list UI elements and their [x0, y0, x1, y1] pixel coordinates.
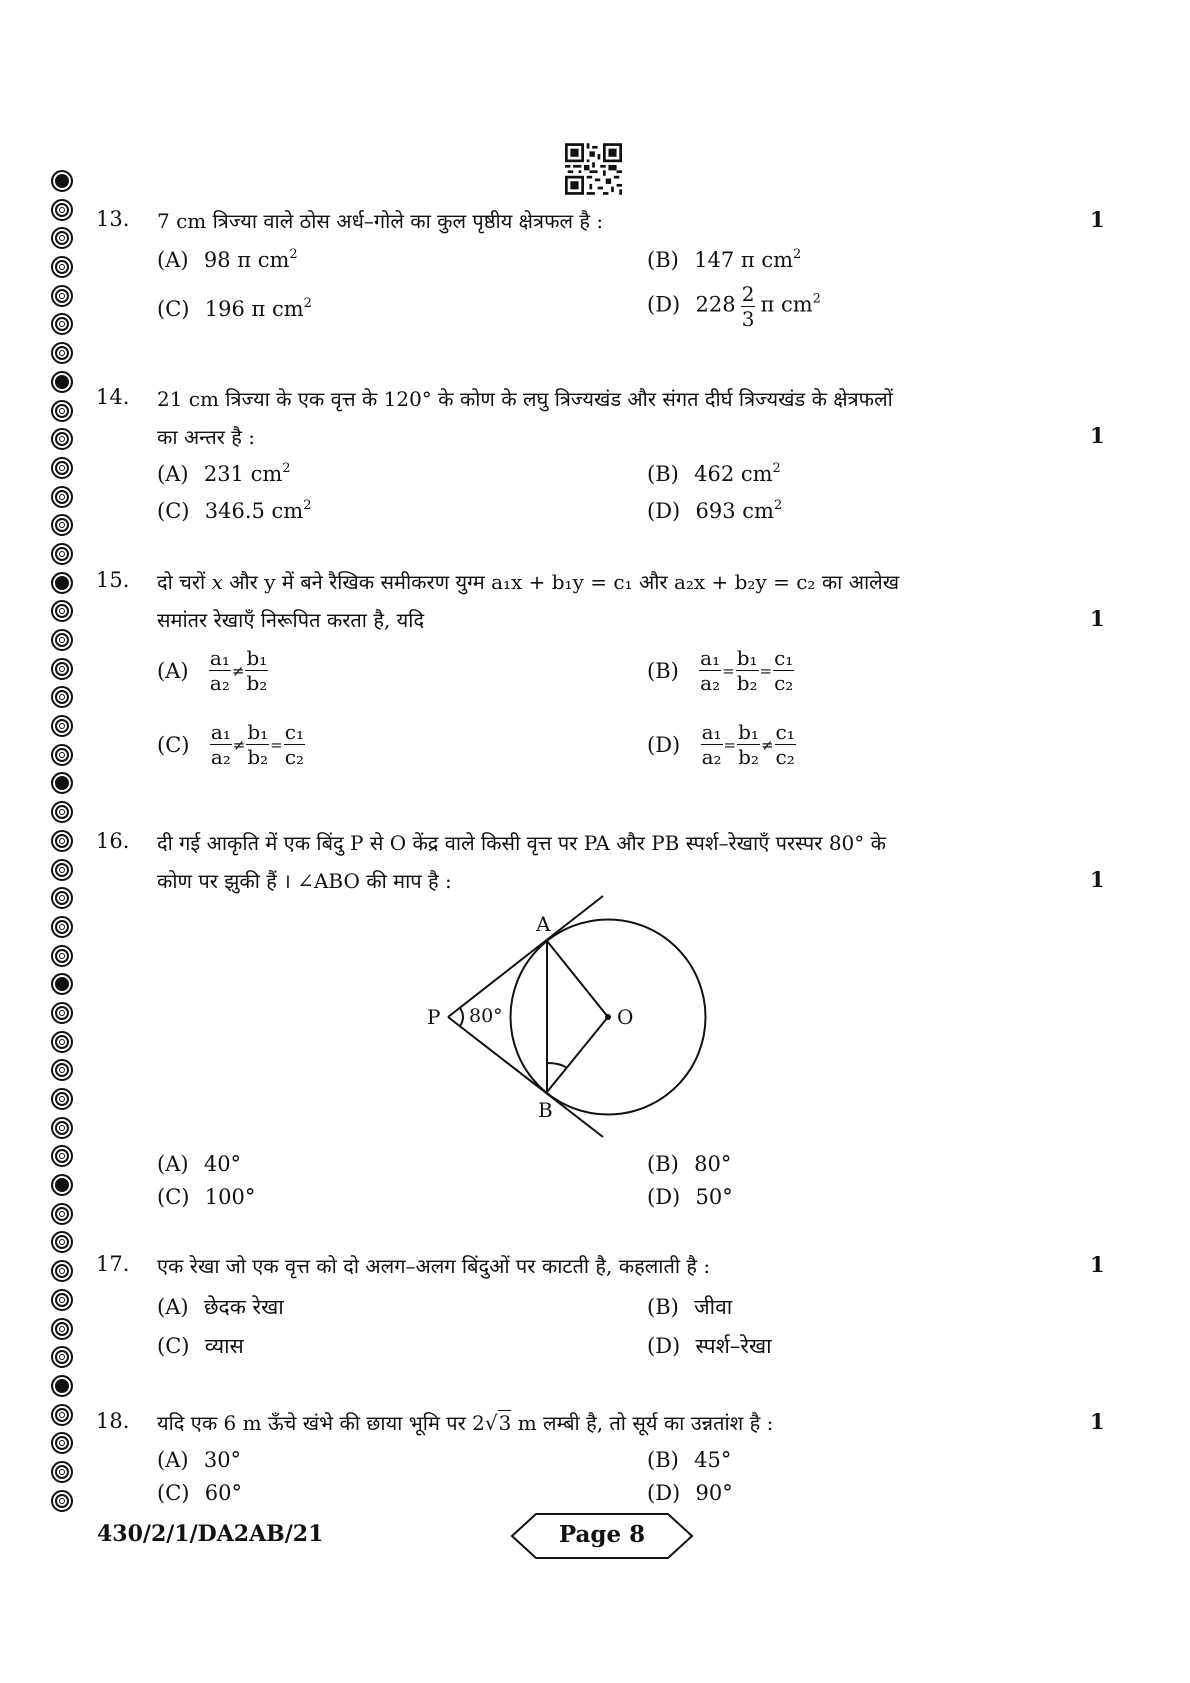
question-16-option-a[interactable]	[157, 1152, 241, 1176]
option-value: छेदक रेखा	[203, 1295, 284, 1319]
radius-oa	[547, 941, 608, 1017]
page-number-badge	[510, 1512, 694, 1560]
question-16-option-d[interactable]	[647, 1185, 733, 1209]
radius-ob	[547, 1017, 608, 1092]
option-exponent: 2	[812, 291, 821, 307]
question-13-number: 13.	[96, 207, 130, 231]
option-label: (C)	[157, 1334, 190, 1358]
option-label: (A)	[157, 462, 189, 486]
question-14-text-line1: 21 cm त्रिज्या के एक वृत्त के 120° के कोण के लघु त्रिज्यखंड और संगत दीर्घ त्रिज्यखंड के क्षेत्रफलों	[157, 387, 893, 411]
option-label: (A)	[157, 1152, 189, 1176]
tangent-line-pa	[448, 896, 603, 1017]
figure-label-b: B	[538, 1098, 553, 1122]
sqrt-argument: 3	[498, 1411, 512, 1435]
option-exponent: 2	[793, 247, 802, 262]
paper-code: 430/2/1/DA2AB/21	[97, 1521, 324, 1547]
option-value: 231 cm	[203, 462, 283, 486]
option-value: स्पर्श–रेखा	[695, 1334, 772, 1358]
question-18-option-c[interactable]	[157, 1481, 242, 1505]
option-label: (D)	[647, 733, 681, 757]
fraction-b1-b2: $\frac{\text{b₁}}{\text{b₂}}$	[246, 646, 268, 695]
question-18-option-b[interactable]	[647, 1448, 731, 1472]
option-label: (D)	[647, 1334, 681, 1358]
option-label: (D)	[647, 499, 681, 523]
figure-angle-label: 80°	[469, 1005, 503, 1027]
option-label: (C)	[157, 1185, 190, 1209]
question-18-number: 18.	[96, 1409, 130, 1433]
question-15-option-c[interactable]: (C) $\frac{\text{a₁}}{\text{a₂}}$ ≠ $\frac{\text{b₁}}{\text{b₂}}$ = $\frac{\text{c₁}}{\text{c₂}}$	[157, 720, 304, 769]
angle-arc-b	[547, 1063, 567, 1068]
option-value: 45°	[694, 1448, 732, 1472]
option-label: (D)	[647, 1185, 681, 1209]
option-value: जीवा	[694, 1295, 733, 1319]
question-18-option-a[interactable]	[157, 1448, 241, 1472]
question-17-marks: 1	[1090, 1252, 1105, 1277]
option-value-rest: π cm	[760, 292, 813, 317]
question-16-option-b[interactable]	[647, 1152, 731, 1176]
option-value: 40°	[203, 1152, 242, 1176]
option-value: 147 π cm	[694, 248, 794, 272]
option-label: (D)	[647, 292, 681, 317]
center-point-o	[605, 1014, 611, 1020]
question-16-text-line1: दी गई आकृति में एक बिंदु P से O केंद्र वाले किसी वृत्त पर PA और PB स्पर्श–रेखाएँ परस्पर 80° के	[157, 831, 886, 855]
option-label: (A)	[157, 659, 189, 683]
option-label: (D)	[647, 1481, 681, 1505]
question-14-number: 14.	[96, 385, 130, 409]
equation-2: a₂x + b₂y = c₂	[673, 570, 816, 594]
question-18-marks: 1	[1090, 1409, 1105, 1434]
option-value: व्यास	[204, 1334, 244, 1358]
option-value: 462 cm	[694, 462, 773, 486]
option-label: (C)	[157, 297, 190, 321]
question-13-marks: 1	[1090, 207, 1105, 232]
option-label: (B)	[647, 248, 679, 272]
option-value: 196 π cm	[204, 297, 304, 321]
question-15-marks: 1	[1090, 606, 1105, 631]
option-value: 90°	[695, 1481, 733, 1505]
option-label: (B)	[647, 1295, 679, 1319]
question-16-number: 16.	[96, 829, 130, 853]
option-label: (B)	[647, 659, 679, 683]
option-label: (C)	[157, 1481, 190, 1505]
question-18-text: यदि एक 6 m ऊँचे खंभे की छाया भूमि पर 2√3 m लम्बी है, तो सूर्य का उन्नतांश है :	[157, 1411, 774, 1435]
option-label: (C)	[157, 733, 190, 757]
question-15-option-a[interactable]: (A) $\frac{\text{a₁}}{\text{a₂}}$ ≠ $\frac{\text{b₁}}{\text{b₂}}$	[157, 646, 268, 695]
question-15-option-d[interactable]: (D) $\frac{\text{a₁}}{\text{a₂}}$ = $\frac{\text{b₁}}{\text{b₂}}$ ≠ $\frac{\text{c₁}}{\text{c₂}}$	[647, 720, 795, 769]
option-value: 98 π cm	[203, 248, 290, 272]
option-label: (B)	[647, 1152, 679, 1176]
question-15-text-line2: समांतर रेखाएँ निरूपित करता है, यदि	[157, 608, 425, 632]
question-17-number: 17.	[96, 1252, 130, 1276]
option-exponent: 2	[772, 461, 781, 476]
option-value: 693 cm	[695, 499, 774, 523]
option-value-whole: 228	[695, 292, 736, 317]
question-15-number: 15.	[96, 568, 130, 592]
angle-arc-p	[460, 1008, 463, 1026]
equation-1: a₁x + b₁y = c₁	[491, 570, 633, 594]
option-exponent: 2	[773, 498, 783, 513]
option-exponent: 2	[303, 296, 312, 311]
option-exponent: 2	[289, 247, 298, 262]
tangent-line-pb	[448, 1017, 603, 1137]
question-17-text: एक रेखा जो एक वृत्त को दो अलग–अलग बिंदुओं पर काटती है, कहलाती है :	[157, 1254, 711, 1278]
option-exponent: 2	[303, 498, 312, 513]
option-value: 100°	[204, 1185, 256, 1209]
option-label: (A)	[157, 1295, 189, 1319]
question-13-text: 7 cm त्रिज्या वाले ठोस अर्ध–गोले का कुल पृष्ठीय क्षेत्रफल है :	[157, 209, 604, 233]
fraction-a1-a2: $\frac{\text{a₁}}{\text{a₂}}$	[209, 646, 230, 695]
figure-label-o: O	[617, 1005, 634, 1029]
page-number-label: Page 8	[558, 1521, 646, 1548]
option-value: 60°	[204, 1481, 242, 1505]
option-value: 80°	[694, 1152, 732, 1176]
question-14-text-line2: का अन्तर है :	[157, 425, 255, 449]
question-14-marks: 1	[1090, 423, 1105, 448]
fraction: $\frac{2}{3}$	[741, 282, 755, 331]
option-value: 30°	[203, 1448, 242, 1472]
question-15-option-b[interactable]: (B) $\frac{\text{a₁}}{\text{a₂}}$ = $\frac{\text{b₁}}{\text{b₂}}$ = $\frac{\text{c₁}}{\text{c₂}}$	[647, 646, 794, 695]
question-17-option-c[interactable]	[157, 1332, 244, 1360]
question-16-text-line2: कोण पर झुकी हैं । ∠ABO की माप है :	[157, 869, 452, 893]
option-label: (B)	[647, 462, 679, 486]
option-value: 346.5 cm	[204, 499, 304, 523]
option-label: (A)	[157, 248, 189, 272]
question-17-option-a[interactable]	[157, 1293, 284, 1321]
option-value: 50°	[695, 1185, 733, 1209]
option-label: (C)	[157, 499, 190, 523]
figure-label-a: A	[536, 912, 551, 936]
option-exponent: 2	[282, 461, 291, 476]
question-17-option-d[interactable]	[647, 1332, 772, 1360]
question-17-option-b[interactable]	[647, 1293, 732, 1321]
option-label: (B)	[647, 1448, 679, 1472]
option-label: (A)	[157, 1448, 189, 1472]
question-16-marks: 1	[1090, 867, 1105, 892]
question-16-option-c[interactable]	[157, 1185, 255, 1209]
figure-label-p: P	[427, 1005, 441, 1029]
question-18-option-d[interactable]	[647, 1481, 733, 1505]
question-15-text-line1: दो चरों x और y में बने रैखिक समीकरण युग्म a₁x + b₁y = c₁ और a₂x + b₂y = c₂ का आलेख	[157, 570, 900, 594]
